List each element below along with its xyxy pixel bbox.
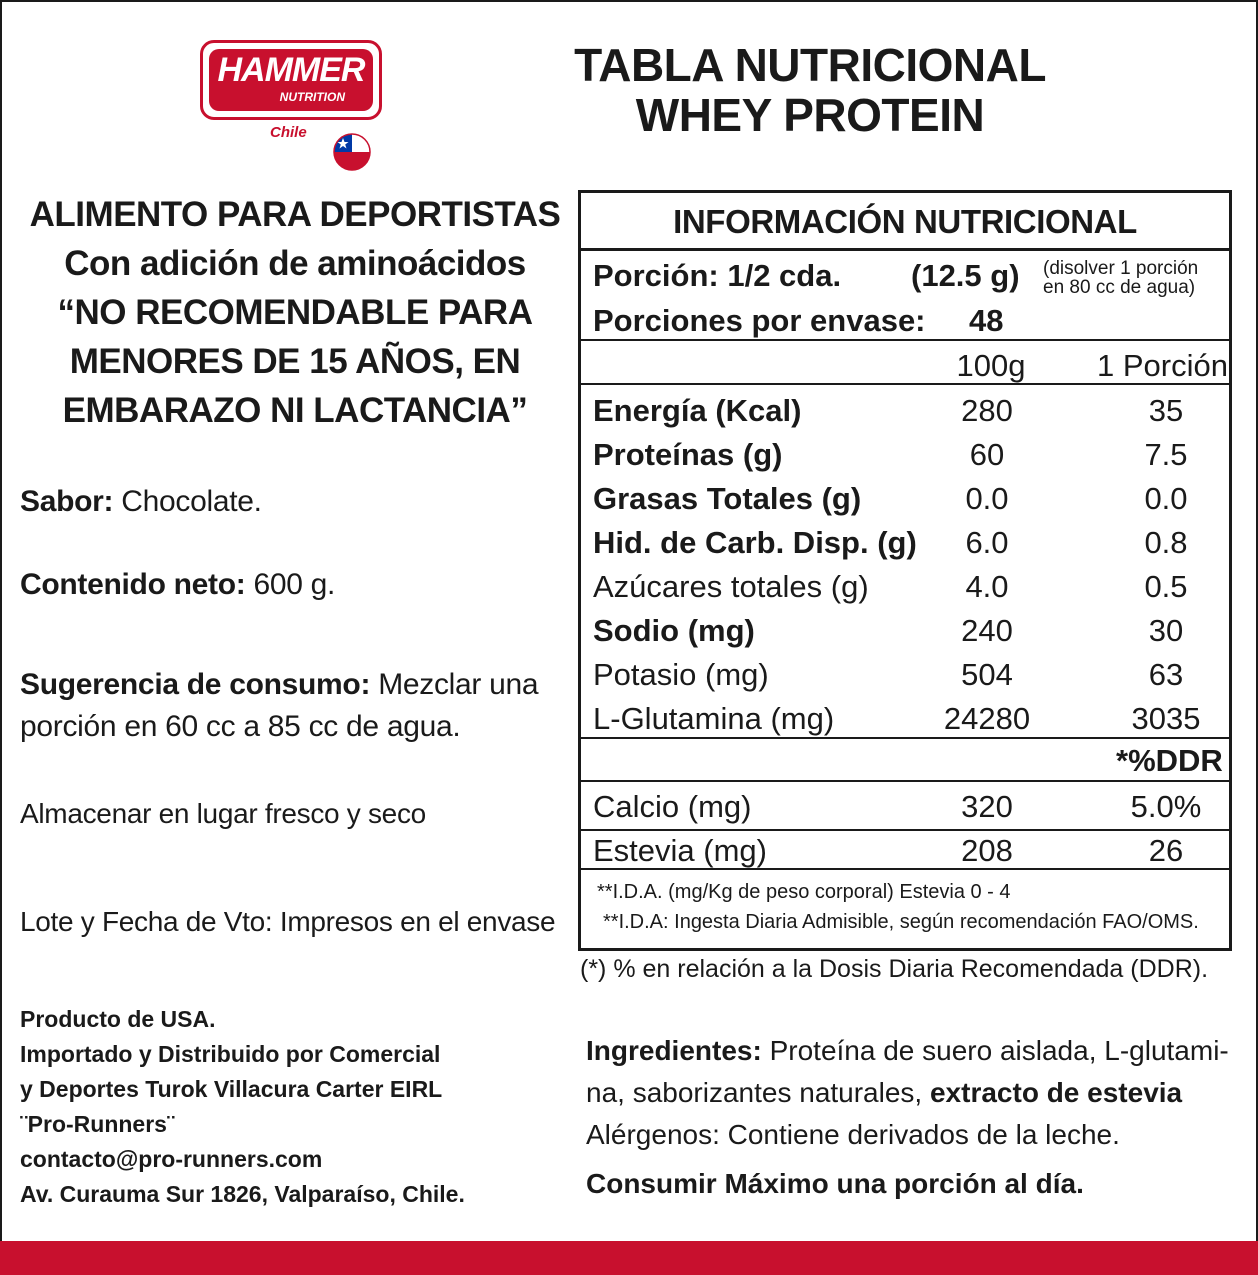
importer-line: Producto de USA. — [20, 1006, 216, 1032]
logo-badge-fill — [209, 49, 373, 111]
hammer-nutrition-logo — [200, 40, 380, 150]
ddr-nutrient-label: Calcio (mg) — [593, 789, 752, 824]
nutrient-label: Sodio (mg) — [593, 613, 755, 648]
nutrition-header: INFORMACIÓN NUTRICIONAL — [581, 193, 1229, 251]
portion-note — [1043, 259, 1198, 297]
divider — [581, 339, 1229, 341]
net-content-line — [20, 568, 335, 602]
ida-footnote-2: **I.D.A: Ingesta Diaria Admisible, según recomendación FAO/OMS. — [603, 911, 1199, 933]
nutrient-label: L-Glutamina (mg) — [593, 701, 835, 736]
logo-sub-text: NUTRITION — [279, 90, 345, 104]
nutrient-value-100g: 0.0 — [965, 481, 1009, 516]
max-consumption-note: Consumir Máximo una porción al día. — [586, 1168, 1084, 1199]
allergens-text: Alérgenos: Contiene derivados de la leche. — [586, 1119, 1120, 1150]
nutrient-value-100g: 280 — [961, 393, 1013, 428]
ddr-note: (*) % en relación a la Dosis Diaria Recomendada (DDR). — [580, 955, 1209, 983]
ingredients-text-2: na, saborizantes naturales, — [586, 1077, 930, 1108]
importer-line: ¨Pro-Runners¨ — [20, 1111, 175, 1137]
importer-line: Av. Curauma Sur 1826, Valparaíso, Chile. — [20, 1181, 465, 1207]
suggestion-value: Mezclar una — [370, 668, 539, 701]
nutrient-value-portion: 0.0 — [1144, 481, 1188, 516]
flavor-label: Sabor: — [20, 485, 114, 518]
ddr-value-100g: 208 — [961, 833, 1013, 868]
logo-country-text: Chile — [270, 124, 307, 141]
importer-line: contacto@pro-runners.com — [20, 1146, 323, 1172]
divider — [581, 868, 1229, 870]
nutrient-value-portion: 3035 — [1131, 701, 1201, 736]
warning-line: ALIMENTO PARA DEPORTISTAS — [29, 195, 561, 234]
ddr-value-portion: 5.0% — [1130, 789, 1202, 824]
nutrient-label: Grasas Totales (g) — [593, 481, 862, 516]
servings-value: 48 — [969, 303, 1004, 338]
suggestion-block — [20, 664, 538, 748]
column-header-100g: 100g — [956, 348, 1026, 383]
nutrient-value-portion: 30 — [1148, 613, 1184, 648]
nutrient-value-portion: 0.8 — [1144, 525, 1188, 560]
nutrient-value-100g: 6.0 — [965, 525, 1009, 560]
divider — [581, 383, 1229, 385]
nutrient-value-portion: 63 — [1148, 657, 1184, 692]
page-title — [560, 40, 1060, 140]
suggestion-label: Sugerencia de consumo: — [20, 668, 371, 701]
portion-note-line: (disolver 1 porción — [1043, 258, 1199, 279]
warning-line: EMBARAZO NI LACTANCIA” — [62, 391, 528, 430]
nutrient-label: Energía (Kcal) — [593, 393, 802, 428]
nutrient-value-100g: 24280 — [943, 701, 1031, 736]
title-line-1: TABLA NUTRICIONAL — [574, 39, 1046, 91]
nutrition-table — [578, 190, 1232, 951]
ddr-value-portion: 26 — [1148, 833, 1184, 868]
warning-line: Con adición de aminoácidos — [64, 244, 526, 283]
logo-badge — [200, 40, 382, 120]
warning-line: MENORES DE 15 AÑOS, EN — [69, 342, 521, 381]
nutrient-value-100g: 504 — [961, 657, 1013, 692]
divider — [581, 780, 1229, 782]
chile-flag-icon — [332, 132, 372, 172]
warning-line: “NO RECOMENDABLE PARA — [57, 293, 533, 332]
portion-note-line: en 80 cc de agua) — [1043, 277, 1196, 298]
flavor-value: Chocolate. — [113, 485, 262, 518]
importer-line: Importado y Distribuido por Comercial — [20, 1041, 441, 1067]
nutrient-label: Hid. de Carb. Disp. (g) — [593, 525, 917, 560]
nutrient-value-portion: 0.5 — [1144, 569, 1188, 604]
nutrient-value-100g: 4.0 — [965, 569, 1009, 604]
logo-brand-text: HAMMER — [217, 51, 365, 89]
nutrient-label: Proteínas (g) — [593, 437, 783, 472]
divider — [581, 829, 1229, 831]
servings-label: Porciones por envase: — [593, 303, 926, 338]
storage-text: Almacenar en lugar fresco y seco — [20, 798, 426, 829]
warning-block — [20, 190, 570, 435]
divider — [581, 737, 1229, 739]
nutrient-label: Potasio (mg) — [593, 657, 769, 692]
ida-footnote-1: **I.D.A. (mg/Kg de peso corporal) Estevia 0 - 4 — [597, 881, 1011, 903]
net-content-label: Contenido neto: — [20, 568, 246, 601]
portion-grams: (12.5 g) — [911, 258, 1020, 293]
importer-block — [20, 1002, 465, 1212]
lot-text: Lote y Fecha de Vto: Impresos en el envase — [20, 906, 556, 937]
nutrient-value-portion: 35 — [1148, 393, 1184, 428]
ingredients-block — [586, 1030, 1246, 1156]
bottom-red-bar — [0, 1241, 1258, 1275]
flavor-line — [20, 485, 262, 519]
nutrient-value-100g: 240 — [961, 613, 1013, 648]
title-line-2: WHEY PROTEIN — [635, 89, 985, 141]
ingredients-stevia: extracto de estevia — [929, 1077, 1183, 1108]
net-content-value: 600 g. — [245, 568, 336, 601]
column-header-portion: 1 Porción — [1097, 348, 1228, 383]
nutrient-label: Azúcares totales (g) — [593, 569, 869, 604]
ddr-header: *%DDR — [1116, 743, 1223, 778]
ddr-nutrient-label: Estevia (mg) — [593, 833, 767, 868]
nutrient-value-portion: 7.5 — [1144, 437, 1188, 472]
nutrient-value-100g: 60 — [969, 437, 1005, 472]
suggestion-line-2: porción en 60 cc a 85 cc de agua. — [20, 710, 461, 743]
ddr-value-100g: 320 — [961, 789, 1013, 824]
ingredients-text-1: Proteína de suero aislada, L-glutami- — [761, 1035, 1229, 1066]
importer-line: y Deportes Turok Villacura Carter EIRL — [20, 1076, 443, 1102]
portion-label: Porción: 1/2 cda. — [593, 258, 842, 293]
ingredients-label: Ingredientes: — [586, 1035, 762, 1066]
